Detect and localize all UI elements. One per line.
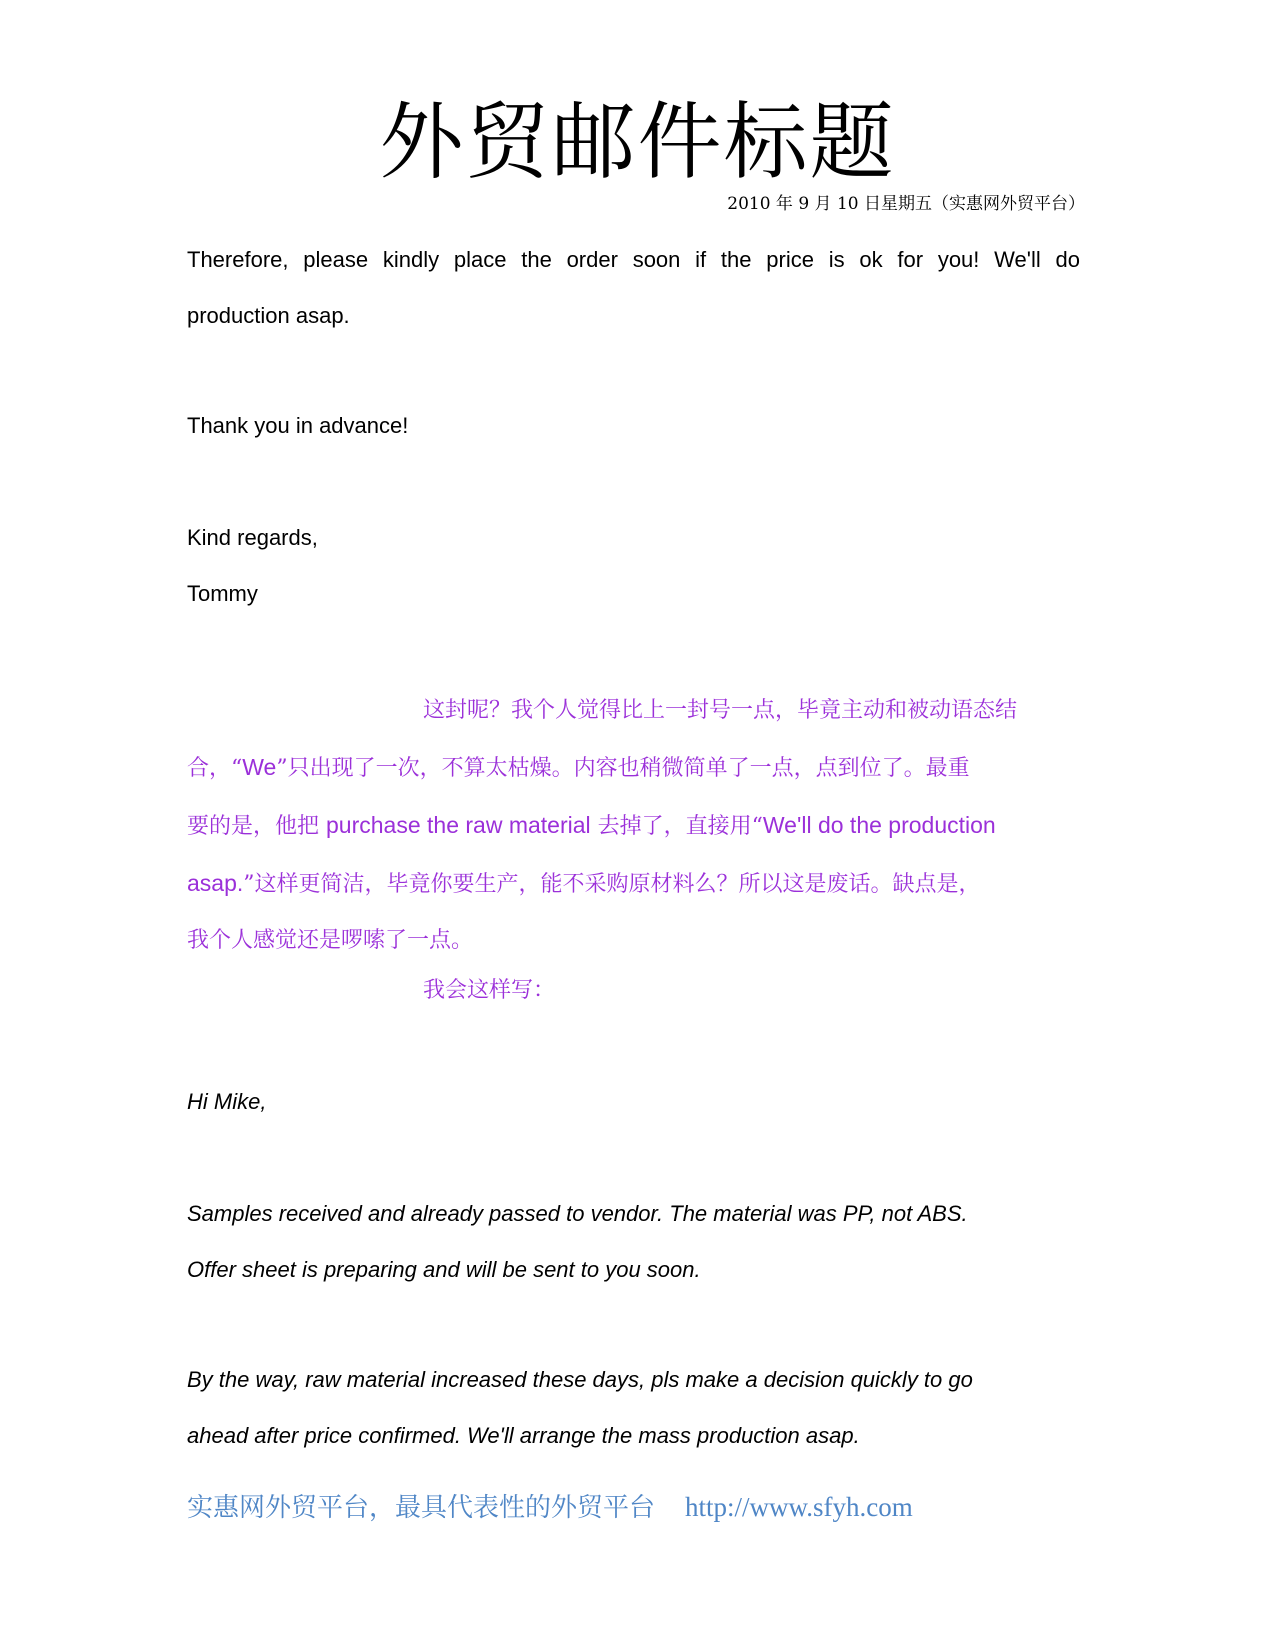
date-line: 2010 年 9 月 10 日星期五（实惠网外贸平台）: [727, 194, 1085, 214]
comment-english: asap.: [187, 870, 244, 896]
document-title: 外贸邮件标题: [379, 93, 896, 191]
comment-line3: [187, 797, 1092, 855]
email1-paragraph: [187, 232, 1087, 344]
email2-paragraph1: [187, 1186, 1087, 1298]
email2-greeting: Hi Mike,: [187, 1089, 267, 1114]
email1-signature: Tommy: [187, 581, 258, 606]
comment-english: We'll do the production: [762, 812, 996, 838]
comment-text: ”只出现了一次，不算太枯燥。内容也稍微简单了一点，点到位了。最重: [276, 756, 970, 781]
email1-regards: Kind regards,: [187, 525, 318, 550]
email2-para1-line2: Offer sheet is preparing and will be sent to you soon.: [187, 1257, 701, 1282]
comment-line1: 这封呢？我个人觉得比上一封号一点，毕竟主动和被动语态结: [423, 698, 1018, 723]
footer: [187, 1487, 913, 1528]
comment-text: 合，“: [187, 756, 243, 781]
comment-english: purchase the raw material: [326, 812, 591, 838]
footer-slogan: 实惠网外贸平台，最具代表性的外贸平台: [187, 1493, 656, 1523]
comment-text: ”这样更简洁，毕竟你要生产，能不采购原材料么？所以这是废话。缺点是，: [243, 872, 981, 897]
comment-english: We: [242, 754, 277, 780]
email2-para2-line1: By the way, raw material increased these days, pls make a decision quickly to go: [187, 1367, 973, 1392]
email1-para-line2: production asap.: [187, 303, 350, 328]
comment-line4: [187, 855, 1092, 913]
email2-para1-line1: Samples received and already passed to vendor. The material was PP, not ABS.: [187, 1201, 968, 1226]
comment-will-write: 我会这样写：: [423, 978, 556, 1003]
email2-para2-line2: ahead after price confirmed. We'll arrange the mass production asap.: [187, 1423, 860, 1448]
email1-thanks: Thank you in advance!: [187, 413, 409, 438]
email2-paragraph2: [187, 1352, 1087, 1464]
comment-text: 去掉了，直接用“: [590, 814, 763, 839]
footer-url-link[interactable]: http://www.sfyh.com: [685, 1492, 913, 1522]
commentary-block: [187, 683, 1092, 969]
email1-para-line1: Therefore, please kindly place the order soon if the price is ok for you! We'll do: [187, 247, 1080, 272]
comment-line2: [187, 739, 1092, 797]
comment-text: 要的是，他把: [187, 814, 326, 839]
comment-line5: 我个人感觉还是啰嗦了一点。: [187, 928, 474, 953]
